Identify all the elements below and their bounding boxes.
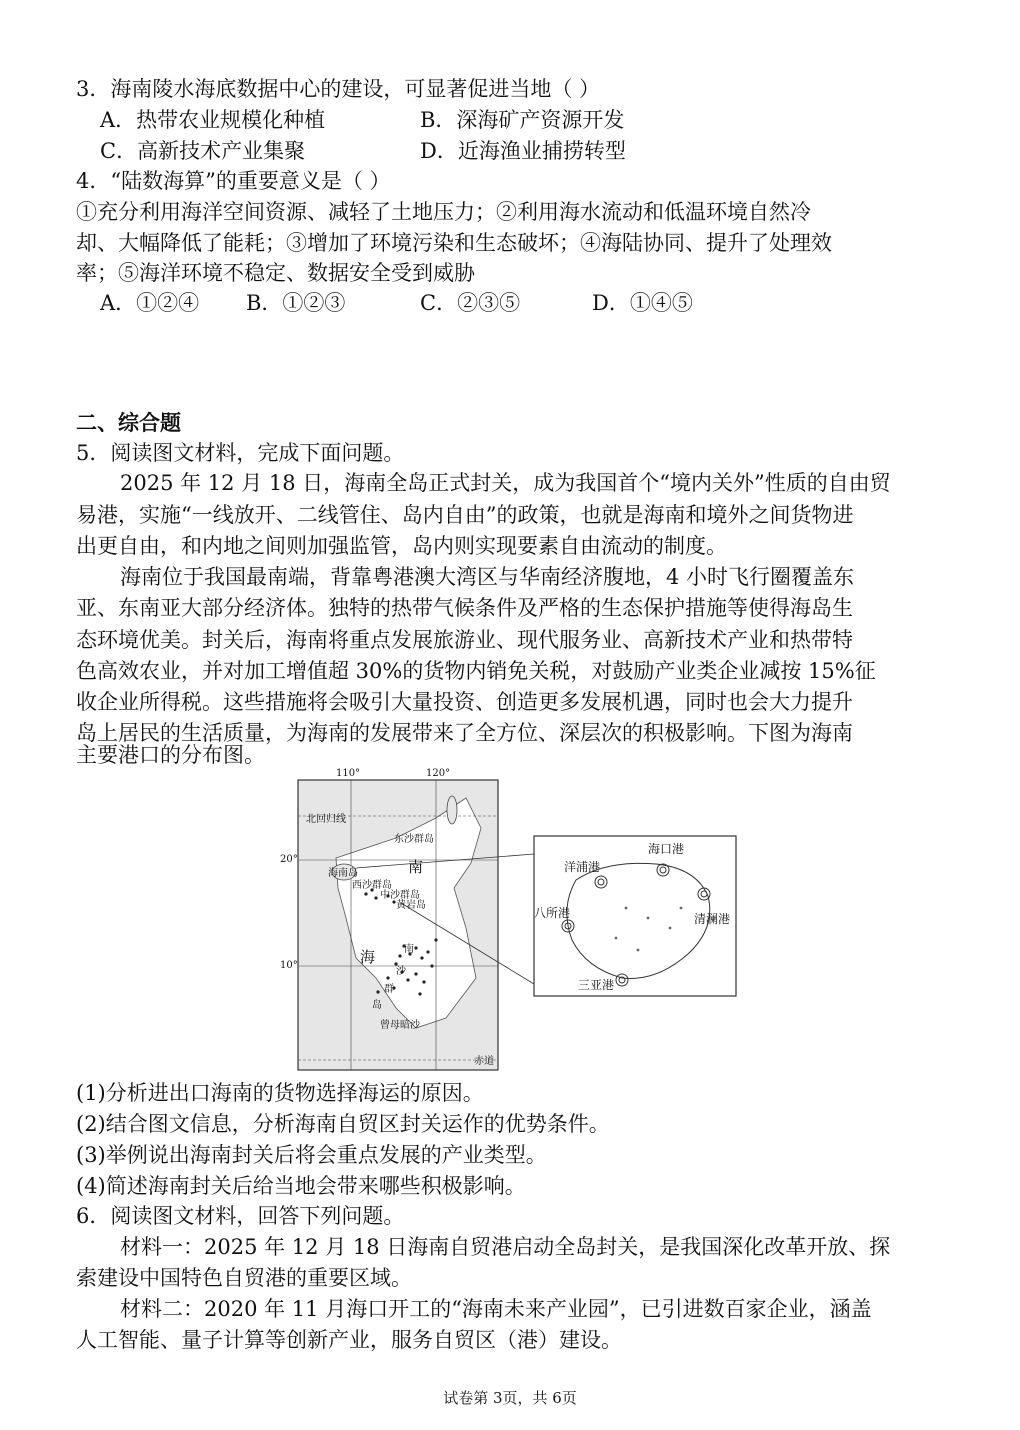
q5-para2-line-6: 岛上居民的生活质量，为海南的发展带来了全方位、深层次的积极影响。下图为海南	[76, 721, 853, 745]
q5-para1-line-1: 2025 年 12 月 18 日，海南全岛正式封关，成为我国首个“境内关外”性质的自由贸	[120, 471, 891, 495]
q5-para2-line-4: 色高效农业，并对加工增值超 30%的货物内销免关税，对鼓励产业类企业减按 15%征	[76, 659, 876, 683]
q5-para1-line-3: 出更自由，和内地之间则加强监管，岛内则实现要素自由流动的制度。	[76, 534, 727, 558]
tropic-label: 北回归线	[306, 814, 346, 825]
lon-label-110: 110°	[336, 768, 361, 779]
zengmu-label: 曾母暗沙	[380, 1020, 420, 1031]
q5-para2-line-7: 主要港口的分布图。	[76, 743, 265, 767]
lat-label-10: 10°	[280, 960, 298, 971]
q6-m1-line-1: 材料一：2025 年 12 月 18 日海南自贸港启动全岛封关，是我国深化改革开放、探	[120, 1235, 891, 1259]
q3-stem: 3．海南陵水海底数据中心的建设，可显著促进当地（ ）	[76, 77, 601, 101]
q5-para2-line-5: 收企业所得税。这些措施将会吸引大量投资、创造更多发展机遇，同时也会大力提升	[76, 690, 853, 714]
q4-option-a: A．①②④	[100, 291, 200, 315]
q4-line-1: ①充分利用海洋空间资源、减轻了土地压力；②利用海水流动和低温环境自然冷	[76, 200, 811, 224]
q5-sub-1: (1)分析进出口海南的货物选择海运的原因。	[76, 1081, 484, 1105]
q6-m1-line-2: 索建设中国特色自贸港的重要区域。	[76, 1266, 412, 1290]
q5-para2-line-1: 海南位于我国最南端，背靠粤港澳大湾区与华南经济腹地，4 小时飞行圈覆盖东	[120, 565, 855, 589]
port-haikou: 海口港	[648, 842, 685, 856]
lat-label-20: 20°	[280, 854, 298, 865]
q5-stem: 5．阅读图文材料，完成下面问题。	[76, 441, 405, 465]
q3-option-a: A．热带农业规模化种植	[100, 108, 326, 132]
q5-sub-2: (2)结合图文信息，分析海南自贸区封关运作的优势条件。	[76, 1112, 610, 1136]
huangyan-label: 黄岩岛	[396, 900, 426, 911]
q6-m2-line-2: 人工智能、量子计算等创新产业，服务自贸区（港）建设。	[76, 1328, 622, 1352]
lon-label-120: 120°	[426, 768, 451, 779]
south-label: 南	[408, 858, 424, 876]
section-title: 二、综合题	[76, 410, 181, 435]
hainan-island-label: 海南岛	[328, 868, 358, 879]
q3-option-b: B．深海矿产资源开发	[420, 108, 625, 132]
nansha-label-3: 群	[384, 984, 394, 995]
zhongsha-label: 中沙群岛	[380, 890, 420, 901]
q4-option-b: B．①②③	[246, 291, 346, 315]
port-basuo: 八所港	[534, 906, 571, 920]
nansha-label-4: 岛	[372, 1000, 382, 1011]
q3-option-c: C．高新技术产业集聚	[100, 139, 306, 163]
nansha-label-2: 沙	[396, 966, 406, 977]
equator-label: 赤道	[474, 1056, 494, 1067]
q4-line-2: 却、大幅降低了能耗；③增加了环境污染和生态破坏；④海陆协同、提升了处理效	[76, 231, 832, 255]
sea-label: 海	[360, 948, 376, 966]
q4-stem: 4．“陆数海算”的重要意义是（ ）	[76, 169, 391, 193]
port-qinglan: 清澜港	[694, 912, 731, 926]
hainan-ports-map	[276, 768, 746, 1074]
q4-line-3: 率；⑤海洋环境不稳定、数据安全受到威胁	[76, 261, 475, 285]
q5-sub-4: (4)简述海南封关后给当地会带来哪些积极影响。	[76, 1174, 526, 1198]
q5-para2-line-3: 态环境优美。封关后，海南将重点发展旅游业、现代服务业、高新技术产业和热带特	[76, 628, 853, 652]
q5-para1-line-2: 易港，实施“一线放开、二线管住、岛内自由”的政策，也就是海南和境外之间货物进	[76, 503, 854, 527]
page-footer: 试卷第 3页，共 6页	[443, 1389, 577, 1407]
q6-stem: 6．阅读图文材料，回答下列问题。	[76, 1204, 405, 1228]
nansha-label-1: 南	[404, 944, 414, 955]
xisha-label: 西沙群岛	[352, 880, 392, 891]
q6-m2-line-1: 材料二：2020 年 11 月海口开工的“海南未来产业园”，已引进数百家企业，涵盖	[120, 1297, 872, 1321]
dongsha-label: 东沙群岛	[394, 834, 434, 845]
q5-para2-line-2: 亚、东南亚大部分经济体。独特的热带气候条件及严格的生态保护措施等使得海岛生	[76, 596, 853, 620]
q4-option-d: D．①④⑤	[592, 291, 693, 315]
q5-sub-3: (3)举例说出海南封关后将会重点发展的产业类型。	[76, 1143, 547, 1167]
port-sanya: 三亚港	[578, 978, 615, 992]
q4-option-c: C．②③⑤	[420, 291, 521, 315]
port-yangpu: 洋浦港	[564, 860, 601, 874]
q3-option-d: D．近海渔业捕捞转型	[420, 139, 626, 163]
